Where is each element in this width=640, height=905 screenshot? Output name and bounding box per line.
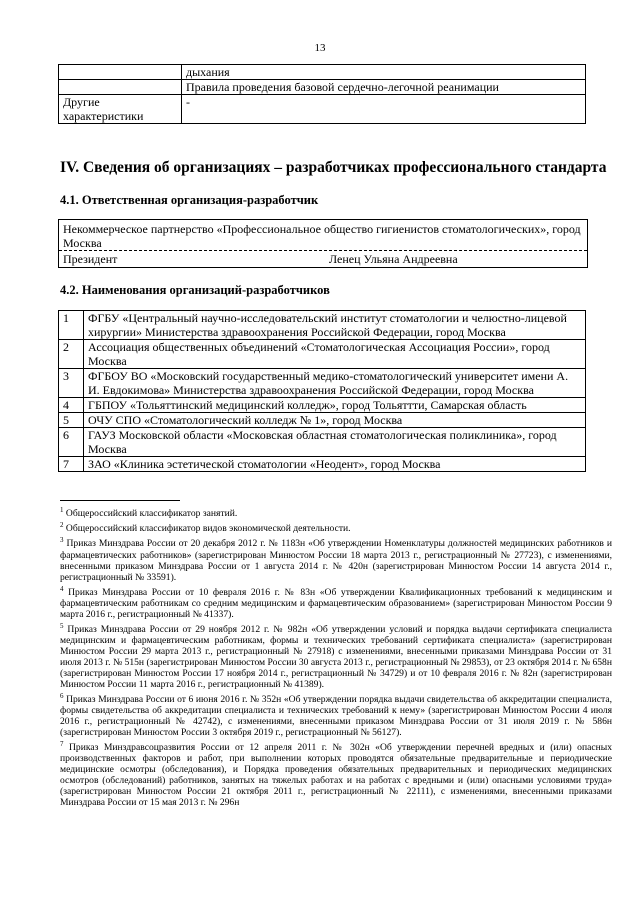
footnote-text: Приказ Минздрава России от 29 ноября 2012 г. № 982н «Об утверждении условий и порядка выдачи сертификата специалиста медицинским и фармацевтическим работникам, формы и технических требований сертификата специалиста» (зарегистрирован Минюстом России 29 марта 2013 г., регистрационный № 27918) с изменениями, внесенными приказами Минздрава России от 31 июля 2013 г. № 515н (зарегистрирован Минюстом России 30 августа 2013 г., регистрационный № 29853), от 23 октября 2014 г. № 658н (зарегистрирован Минюстом России 17 ноября 2014 г., регистрационный № 34729) и от 10 февраля 2016 г. № 82н (зарегистрирован Минюстом России 11 марта 2016 г., регистрационный № 41389). — [60, 623, 613, 690]
footnotes — [60, 505, 612, 809]
footnote-mark: 5 — [60, 621, 64, 630]
developers-heading: 4.2. Наименования организаций-разработчиков — [60, 283, 330, 297]
footnote — [60, 621, 612, 690]
developers-table — [58, 310, 586, 472]
table-row — [59, 369, 586, 398]
footnote-divider — [60, 500, 180, 501]
footnote-mark: 3 — [60, 536, 64, 545]
organization-name: ЗАО «Клиника эстетической стоматологии «Неодент», город Москва — [84, 457, 586, 472]
footnote-mark: 7 — [60, 740, 64, 749]
row-number: 6 — [59, 428, 84, 457]
footnote-mark: 4 — [60, 584, 64, 593]
footnote-text: Приказ Минздравсоцразвития России от 12 апреля 2011 г. № 302н «Об утверждении перечней вредных и (или) опасных производственных факторов и работ, при выполнении которых проводятся обязательные предварительные и периодические медицинские осмотры (обследования), и Порядка проведения обязательных предварительных и периодических медицинских осмотров (обследований) работников, занятых на тяжелых работах и на работах с вредными и (или) опасными условиями труда» (зарегистрирован Минюстом России 21 октября 2011 г., регистрационный № 22111), с изменениями, внесенными приказами Минздрава России от 15 мая 2013 г. № 296н — [60, 742, 612, 809]
row-number: 4 — [59, 398, 84, 413]
footnote-mark: 1 — [60, 506, 64, 514]
responsible-org-name: Некоммерческое партнерство «Профессиональное общество гигиенистов стоматологических», город Москва — [59, 220, 587, 251]
table-cell-value: - — [182, 95, 586, 124]
row-number: 5 — [59, 413, 84, 428]
footnote-text: Общероссийский классификатор занятий. — [65, 508, 238, 520]
table-cell-label: Другие характеристики — [59, 95, 182, 124]
footnote — [60, 584, 612, 620]
table-row — [59, 413, 586, 428]
footnote — [60, 520, 612, 534]
table-row — [59, 340, 586, 369]
footnote — [60, 505, 612, 519]
footnote-text: Приказ Минздрава России от 6 июня 2016 г. № 352н «Об утверждении порядка выдачи свидетельства об аккредитации специалиста, формы свидетельства об аккредитации специалиста и технических требований к нему» (зарегистрирован Минюстом России 4 июля 2016 г., регистрационный № 42742), с изменениями, внесенными приказом Минздрава России от 31 июля 2019 г. № 586н (зарегистрирован Минюстом России 3 октября 2019 г., регистрационный № 56127). — [60, 694, 612, 739]
footnote — [60, 739, 612, 808]
footnote-text: Общероссийский классификатор видов экономической деятельности. — [65, 523, 351, 535]
footnote-text: Приказ Минздрава России от 10 февраля 2016 г. № 83н «Об утверждении Квалификационных требований к медицинским и фармацевтическим работникам со средним медицинским и фармацевтическим образованием» (зарегистрирован Минюстом России 9 марта 2016 г., регистрационный № 41337). — [60, 586, 613, 620]
row-number: 7 — [59, 457, 84, 472]
table-row — [59, 95, 586, 124]
table-cell-label — [59, 65, 182, 80]
table-cell-value: Правила проведения базовой сердечно-легочной реанимации — [182, 80, 586, 95]
characteristics-table — [58, 64, 586, 124]
organization-name: ОЧУ СПО «Стоматологический колледж № 1», город Москва — [84, 413, 586, 428]
organization-name: ГАУЗ Московской области «Московская областная стоматологическая поликлиника», город Москва — [84, 428, 586, 457]
footnote — [60, 691, 612, 738]
table-row — [59, 428, 586, 457]
responsible-org-signatory — [59, 251, 587, 267]
table-row — [59, 398, 586, 413]
organization-name: Ассоциация общественных объединений «Стоматологическая Ассоциация России», город Москва — [84, 340, 586, 369]
table-cell-value: дыхания — [182, 65, 586, 80]
footnote — [60, 535, 612, 582]
table-row — [59, 65, 586, 80]
footnote-mark: 6 — [60, 691, 64, 700]
organization-name: ФГБУ «Центральный научно-исследовательский институт стоматологии и челюстно-лицевой хирургии» Министерства здравоохранения Российской Федерации, город Москва — [84, 311, 586, 340]
table-row — [59, 311, 586, 340]
signatory-name: Ленец Ульяна Андреевна — [329, 252, 458, 266]
responsible-org-heading: 4.1. Ответственная организация-разработчик — [60, 193, 319, 207]
organization-name: ФГБОУ ВО «Московский государственный медико-стоматологический университет имени А. И. Евдокимова» Министерства здравоохранения Российской Федерации, город Москва — [84, 369, 586, 398]
row-number: 2 — [59, 340, 84, 369]
page-number: 13 — [314, 42, 326, 54]
organization-name: ГБПОУ «Тольяттинский медицинский колледж», город Тольяттти, Самарская область — [84, 398, 586, 413]
footnote-mark: 2 — [60, 521, 64, 530]
responsible-org-box — [58, 219, 588, 268]
row-number: 1 — [59, 311, 84, 340]
signatory-role: Президент — [63, 252, 118, 266]
footnote-text: Приказ Минздрава России от 20 декабря 2012 г. № 1183н «Об утверждении Номенклатуры должностей медицинских работников и фармацевтических работников» (зарегистрирован Минюстом России 18 марта 2013 г., регистрационный № 27723), с изменениями, внесенными приказом Минздрава России от 1 августа 2014 г. № 420н (зарегистрирован Минюстом России 14 августа 2014 г., регистрационный № 33591). — [60, 538, 613, 583]
section-title: IV. Сведения об организациях – разработчиках профессионального стандарта — [60, 159, 607, 176]
row-number: 3 — [59, 369, 84, 398]
table-row — [59, 80, 586, 95]
table-row — [59, 457, 586, 472]
table-cell-label — [59, 80, 182, 95]
